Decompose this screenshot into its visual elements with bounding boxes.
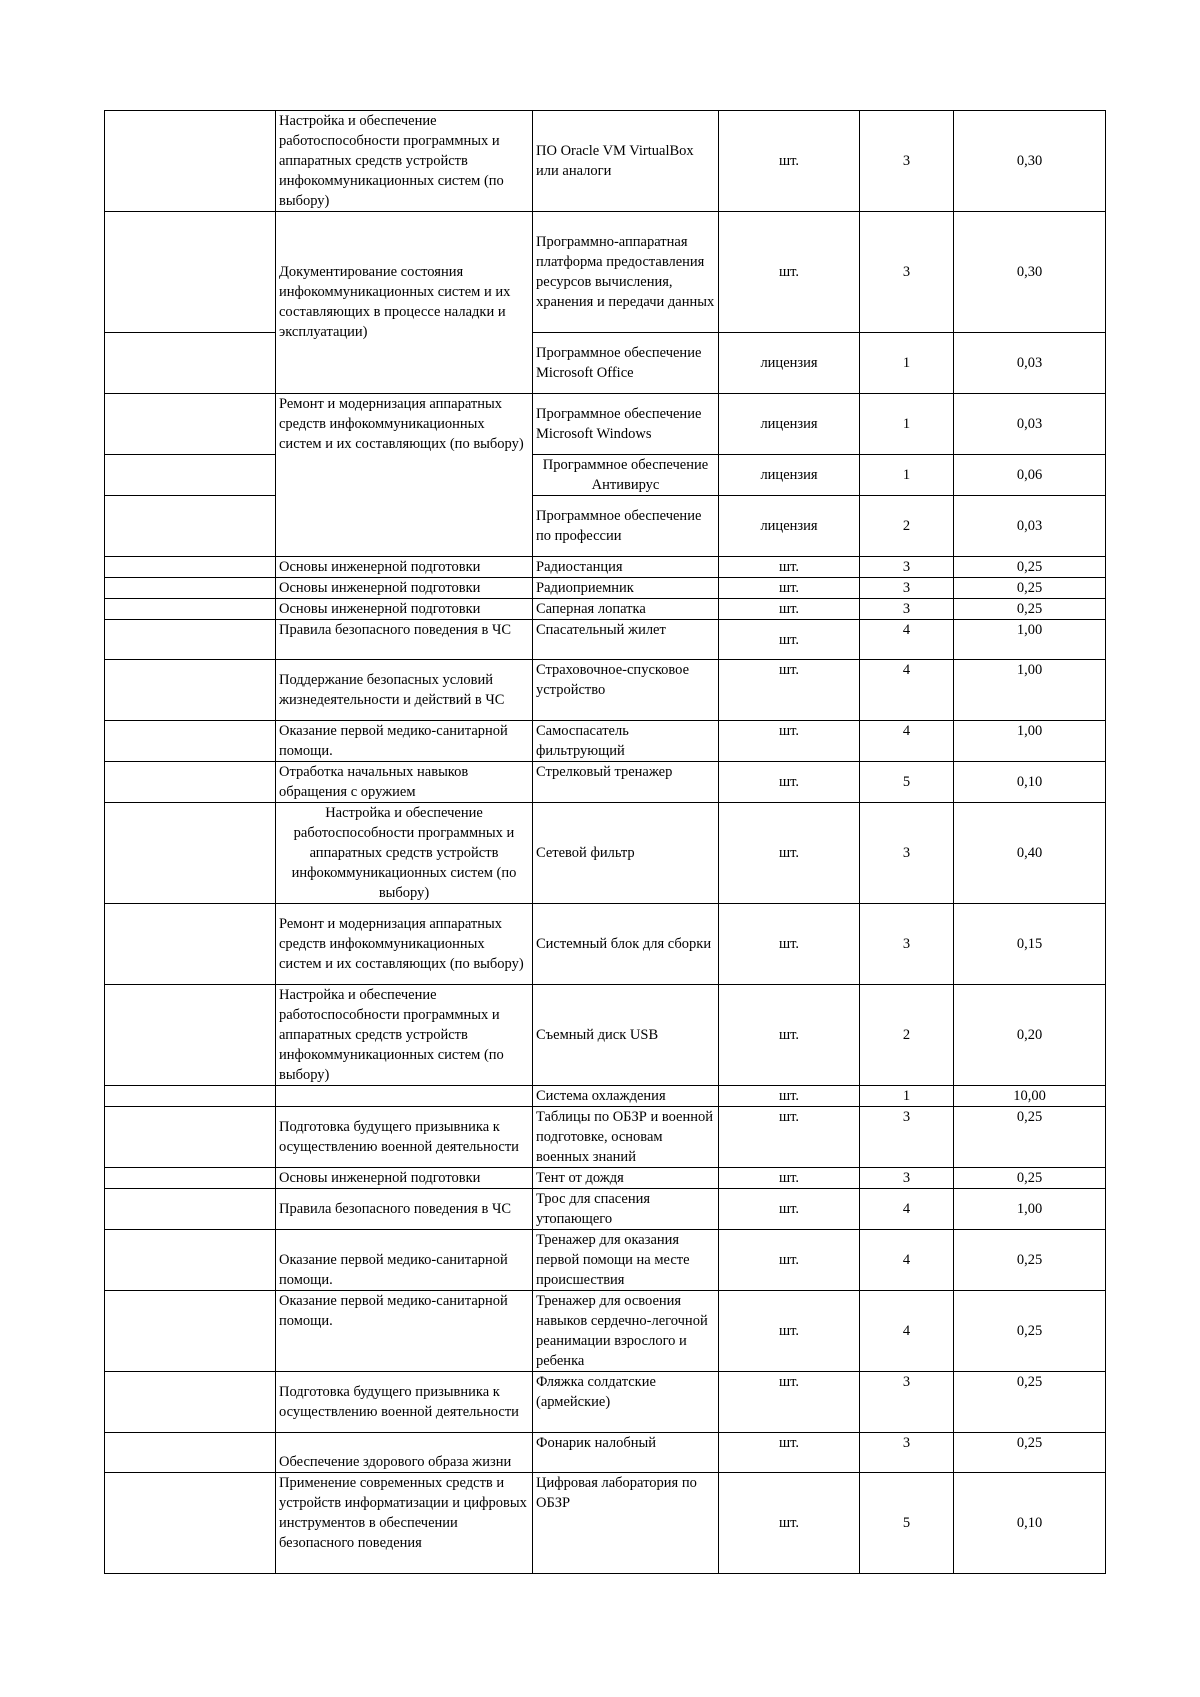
unit-cell: шт.: [719, 1168, 860, 1189]
qty-cell: 1: [860, 455, 954, 496]
subject-cell: Обеспечение здорового образа жизни: [276, 1433, 533, 1473]
norm-cell: 1,00: [954, 721, 1106, 762]
norm-cell: 1,00: [954, 620, 1106, 660]
unit-cell: лицензия: [719, 394, 860, 455]
item-cell: Съемный диск USB: [533, 985, 719, 1086]
unit-cell: шт.: [719, 1189, 860, 1230]
subject-cell: Настройка и обеспечение работоспособности программных и аппаратных средств устройств инфокоммуникационных систем (по выбору): [276, 985, 533, 1086]
qty-cell: 1: [860, 1086, 954, 1107]
table-row: [105, 455, 1106, 496]
subject-cell: [276, 1086, 533, 1107]
table-row: [105, 1086, 1106, 1107]
item-cell: ПО Oracle VM VirtualBox или аналоги: [533, 111, 719, 212]
unit-cell: шт.: [719, 904, 860, 985]
empty-cell: [105, 803, 276, 904]
table-row: [105, 1433, 1106, 1473]
item-cell: Тент от дождя: [533, 1168, 719, 1189]
norm-cell: 0,25: [954, 578, 1106, 599]
table-row: [105, 212, 1106, 333]
empty-cell: [105, 1189, 276, 1230]
subject-cell: Правила безопасного поведения в ЧС: [276, 1189, 533, 1230]
item-cell: Программное обеспечение Антивирус: [533, 455, 719, 496]
subject-cell: Применение современных средств и устройств информатизации и цифровых инструментов в обеспечении безопасного поведения: [276, 1473, 533, 1574]
table-row: [105, 620, 1106, 660]
qty-cell: 4: [860, 620, 954, 660]
unit-cell: шт.: [719, 111, 860, 212]
subject-cell: Подготовка будущего призывника к осуществлению военной деятельности: [276, 1107, 533, 1168]
subject-cell: Отработка начальных навыков обращения с оружием: [276, 762, 533, 803]
qty-cell: 3: [860, 557, 954, 578]
item-cell: Программное обеспечение по профессии: [533, 496, 719, 557]
empty-cell: [105, 111, 276, 212]
table-row: [105, 496, 1106, 557]
item-cell: Страховочное-спусковое устройство: [533, 660, 719, 721]
unit-cell: шт.: [719, 1107, 860, 1168]
table-row: [105, 1230, 1106, 1291]
table-row: [105, 803, 1106, 904]
subject-cell: Основы инженерной подготовки: [276, 1168, 533, 1189]
norm-cell: 0,03: [954, 333, 1106, 394]
norm-cell: 0,20: [954, 985, 1106, 1086]
norm-cell: 0,25: [954, 599, 1106, 620]
unit-cell: шт.: [719, 599, 860, 620]
norm-cell: 0,25: [954, 1168, 1106, 1189]
table-row: [105, 111, 1106, 212]
subject-cell: Настройка и обеспечение работоспособности программных и аппаратных средств устройств инфокоммуникационных систем (по выбору): [276, 803, 533, 904]
empty-cell: [105, 557, 276, 578]
qty-cell: 1: [860, 394, 954, 455]
equipment-table: [104, 110, 1106, 1574]
table-row: [105, 1291, 1106, 1372]
qty-cell: 3: [860, 599, 954, 620]
subject-cell: Основы инженерной подготовки: [276, 599, 533, 620]
norm-cell: 0,06: [954, 455, 1106, 496]
norm-cell: 0,10: [954, 1473, 1106, 1574]
item-cell: Сетевой фильтр: [533, 803, 719, 904]
unit-cell: шт.: [719, 1473, 860, 1574]
qty-cell: 3: [860, 111, 954, 212]
table-row: [105, 985, 1106, 1086]
unit-cell: шт.: [719, 1372, 860, 1433]
item-cell: Программное обеспечение Microsoft Windows: [533, 394, 719, 455]
qty-cell: 3: [860, 578, 954, 599]
unit-cell: лицензия: [719, 333, 860, 394]
item-cell: Программное обеспечение Microsoft Office: [533, 333, 719, 394]
norm-cell: 0,10: [954, 762, 1106, 803]
qty-cell: 3: [860, 212, 954, 333]
norm-cell: 0,30: [954, 212, 1106, 333]
item-cell: Таблицы по ОБЗР и военной подготовке, основам военных знаний: [533, 1107, 719, 1168]
table-row: [105, 1189, 1106, 1230]
table-row: [105, 1372, 1106, 1433]
norm-cell: 0,15: [954, 904, 1106, 985]
qty-cell: 5: [860, 1473, 954, 1574]
norm-cell: 0,03: [954, 496, 1106, 557]
empty-cell: [105, 762, 276, 803]
unit-cell: шт.: [719, 1086, 860, 1107]
table-row: [105, 762, 1106, 803]
empty-cell: [105, 1372, 276, 1433]
qty-cell: 3: [860, 904, 954, 985]
norm-cell: 0,25: [954, 1372, 1106, 1433]
table-row: [105, 1473, 1106, 1574]
unit-cell: шт.: [719, 557, 860, 578]
table-row: [105, 1168, 1106, 1189]
item-cell: Фонарик налобный: [533, 1433, 719, 1473]
empty-cell: [105, 212, 276, 333]
item-cell: Программно-аппаратная платформа предоставления ресурсов вычисления, хранения и передачи данных: [533, 212, 719, 333]
unit-cell: шт.: [719, 620, 860, 660]
item-cell: Саперная лопатка: [533, 599, 719, 620]
subject-cell: Основы инженерной подготовки: [276, 578, 533, 599]
qty-cell: 2: [860, 496, 954, 557]
table-row: [105, 1107, 1106, 1168]
qty-cell: 3: [860, 1168, 954, 1189]
qty-cell: 4: [860, 1291, 954, 1372]
item-cell: Трос для спасения утопающего: [533, 1189, 719, 1230]
table-row: [105, 578, 1106, 599]
table-row: [105, 333, 1106, 394]
item-cell: Цифровая лаборатория по ОБЗР: [533, 1473, 719, 1574]
norm-cell: 0,25: [954, 1433, 1106, 1473]
subject-cell: Документирование состояния инфокоммуникационных систем и их составляющих в процессе наладки и эксплуатации): [276, 212, 533, 394]
empty-cell: [105, 904, 276, 985]
empty-cell: [105, 1473, 276, 1574]
qty-cell: 3: [860, 1433, 954, 1473]
empty-cell: [105, 333, 276, 394]
unit-cell: шт.: [719, 578, 860, 599]
qty-cell: 1: [860, 333, 954, 394]
unit-cell: шт.: [719, 660, 860, 721]
item-cell: Тренажер для оказания первой помощи на месте происшествия: [533, 1230, 719, 1291]
empty-cell: [105, 496, 276, 557]
qty-cell: 3: [860, 1372, 954, 1433]
item-cell: Системный блок для сборки: [533, 904, 719, 985]
subject-cell: Настройка и обеспечение работоспособности программных и аппаратных средств устройств инфокоммуникационных систем (по выбору): [276, 111, 533, 212]
norm-cell: 1,00: [954, 1189, 1106, 1230]
qty-cell: 4: [860, 1189, 954, 1230]
table-row: [105, 904, 1106, 985]
empty-cell: [105, 578, 276, 599]
qty-cell: 3: [860, 803, 954, 904]
subject-cell: Поддержание безопасных условий жизнедеятельности и действий в ЧС: [276, 660, 533, 721]
empty-cell: [105, 1230, 276, 1291]
item-cell: Радиоприемник: [533, 578, 719, 599]
item-cell: Самоспасатель фильтрующий: [533, 721, 719, 762]
subject-cell: Подготовка будущего призывника к осуществлению военной деятельности: [276, 1372, 533, 1433]
empty-cell: [105, 1168, 276, 1189]
empty-cell: [105, 1291, 276, 1372]
table-row: [105, 394, 1106, 455]
norm-cell: 0,03: [954, 394, 1106, 455]
subject-cell: Основы инженерной подготовки: [276, 557, 533, 578]
qty-cell: 5: [860, 762, 954, 803]
item-cell: Система охлаждения: [533, 1086, 719, 1107]
subject-cell: Оказание первой медико-санитарной помощи.: [276, 1230, 533, 1291]
norm-cell: 0,30: [954, 111, 1106, 212]
norm-cell: 0,25: [954, 1230, 1106, 1291]
item-cell: Тренажер для освоения навыков сердечно-легочной реанимации взрослого и ребенка: [533, 1291, 719, 1372]
item-cell: Радиостанция: [533, 557, 719, 578]
empty-cell: [105, 620, 276, 660]
item-cell: Спасательный жилет: [533, 620, 719, 660]
empty-cell: [105, 1107, 276, 1168]
unit-cell: шт.: [719, 985, 860, 1086]
empty-cell: [105, 721, 276, 762]
empty-cell: [105, 599, 276, 620]
qty-cell: 4: [860, 660, 954, 721]
item-cell: Стрелковый тренажер: [533, 762, 719, 803]
unit-cell: лицензия: [719, 496, 860, 557]
norm-cell: 0,40: [954, 803, 1106, 904]
unit-cell: шт.: [719, 803, 860, 904]
table-row: [105, 660, 1106, 721]
subject-cell: Ремонт и модернизация аппаратных средств инфокоммуникационных систем и их составляющих (по выбору): [276, 904, 533, 985]
item-cell: Фляжка солдатские (армейские): [533, 1372, 719, 1433]
table-row: [105, 557, 1106, 578]
unit-cell: шт.: [719, 1291, 860, 1372]
empty-cell: [105, 660, 276, 721]
empty-cell: [105, 455, 276, 496]
norm-cell: 10,00: [954, 1086, 1106, 1107]
qty-cell: 4: [860, 721, 954, 762]
empty-cell: [105, 394, 276, 455]
qty-cell: 2: [860, 985, 954, 1086]
subject-cell: Оказание первой медико-санитарной помощи.: [276, 721, 533, 762]
unit-cell: лицензия: [719, 455, 860, 496]
empty-cell: [105, 1433, 276, 1473]
qty-cell: 4: [860, 1230, 954, 1291]
subject-cell: Правила безопасного поведения в ЧС: [276, 620, 533, 660]
norm-cell: 0,25: [954, 557, 1106, 578]
unit-cell: шт.: [719, 1433, 860, 1473]
table-row: [105, 721, 1106, 762]
empty-cell: [105, 985, 276, 1086]
table-row: [105, 599, 1106, 620]
unit-cell: шт.: [719, 212, 860, 333]
unit-cell: шт.: [719, 721, 860, 762]
subject-cell: Оказание первой медико-санитарной помощи.: [276, 1291, 533, 1372]
norm-cell: 0,25: [954, 1107, 1106, 1168]
unit-cell: шт.: [719, 762, 860, 803]
subject-cell: Ремонт и модернизация аппаратных средств инфокоммуникационных систем и их составляющих (по выбору): [276, 394, 533, 557]
qty-cell: 3: [860, 1107, 954, 1168]
unit-cell: шт.: [719, 1230, 860, 1291]
norm-cell: 0,25: [954, 1291, 1106, 1372]
empty-cell: [105, 1086, 276, 1107]
norm-cell: 1,00: [954, 660, 1106, 721]
